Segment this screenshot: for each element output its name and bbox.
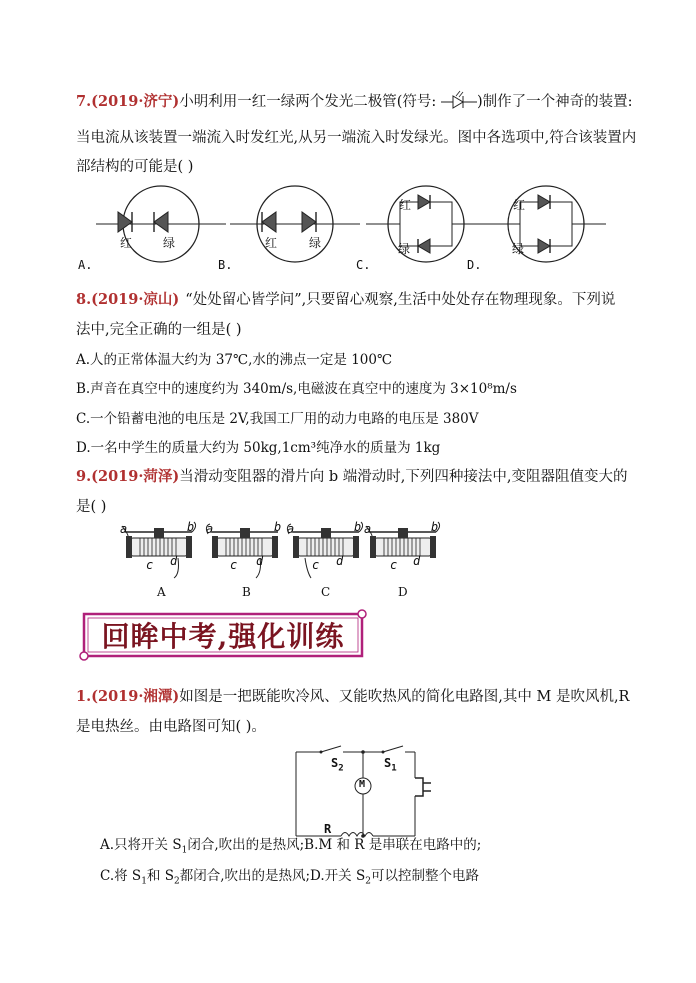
q8-line2: 法中,完全正确的一组是( ) xyxy=(76,322,242,338)
q7-diagram-b xyxy=(230,184,360,264)
q7-diagram-d xyxy=(486,184,606,264)
q1-text-a: 如图是一把既能吹冷风、又能吹热风的简化电路图,其中 M 是吹风机,R xyxy=(179,689,630,705)
q9-text-a: 当滑动变阻器的滑片向 b 端滑动时,下列四种接法中,变阻器阻值变大的 xyxy=(179,469,628,485)
rheostat-a-terminal-d: d xyxy=(170,554,178,568)
rheostat-label-a: A xyxy=(157,585,166,599)
q7-number: 7. xyxy=(76,93,92,110)
rheostat-c-terminal-c: c xyxy=(312,558,320,572)
rheostat-label-c: C xyxy=(321,585,331,599)
q7-option-d: D. xyxy=(467,258,482,272)
q7a-green-label: 绿 xyxy=(163,236,176,250)
q8-line1 xyxy=(76,290,615,310)
q8-option-d: D.一名中学生的质量大约为 50kg,1cm³纯净水的质量为 1kg xyxy=(76,440,441,456)
q8-option-b: B.声音在真空中的速度约为 340m/s,电磁波在真空中的速度为 3×10⁸m/s xyxy=(76,381,517,397)
rheostat-c-terminal-d: d xyxy=(336,554,344,568)
rheostat-label-b: B xyxy=(242,585,251,599)
section-banner xyxy=(80,610,366,660)
q7a-red-label: 红 xyxy=(120,236,133,250)
rheostat-b-terminal-a: a xyxy=(206,522,214,536)
q7-line1 xyxy=(76,92,632,112)
rheostat-b-terminal-c: c xyxy=(230,558,238,572)
q7d-red-label: 红 xyxy=(513,198,526,212)
q7-source: (2019·济宁) xyxy=(91,93,180,110)
q7-text-b: )制作了一个神奇的装置: xyxy=(476,94,633,110)
q1-option-line2: C.将 $S_1$和 $S_2$都闭合,吹出的是热风;D.开关 $S_2$可以控制整个电路 xyxy=(100,868,479,887)
q7-text-a: 小明利用一红一绿两个发光二极管(符号: xyxy=(179,94,437,110)
rheostat-a-terminal-b: b xyxy=(187,520,195,534)
rheostat-b-terminal-d: d xyxy=(256,554,264,568)
q1-line1 xyxy=(76,687,629,707)
hairdryer-circuit xyxy=(291,744,441,844)
q8-number: 8. xyxy=(76,291,92,308)
rheostat-a-terminal-c: c xyxy=(146,558,154,572)
q1-line2: 是电热丝。由电路图可知( )。 xyxy=(76,719,266,735)
q9-line1 xyxy=(76,467,628,487)
rheostat-c-terminal-a: a xyxy=(287,522,295,536)
q7-option-a: A. xyxy=(78,258,93,272)
q9-line2: 是( ) xyxy=(76,499,107,515)
q1-option-line1: A.只将开关 $S_1$闭合,吹出的是热风;B.M 和 R 是串联在电路中的; xyxy=(100,837,482,856)
q7-option-c: C. xyxy=(356,258,371,272)
q7b-green-label: 绿 xyxy=(309,236,322,250)
q7d-green-label: 绿 xyxy=(512,242,525,256)
rheostat-b-terminal-b: b xyxy=(274,520,282,534)
rheostat-d-terminal-d: d xyxy=(413,554,421,568)
q8-option-c: C.一个铅蓄电池的电压是 2V,我国工厂用的动力电路的电压是 380V xyxy=(76,411,479,427)
rheostat-d-terminal-a: a xyxy=(364,522,372,536)
q8-source: (2019·凉山) xyxy=(91,291,180,308)
q8-option-a: A.人的正常体温大约为 37℃,水的沸点一定是 100℃ xyxy=(76,352,393,368)
led-symbol-icon xyxy=(441,93,477,111)
q8-text-a: “处处留心皆学问”,只要留心观察,生活中处处存在物理现象。下列说 xyxy=(185,292,616,308)
resistor-label: R xyxy=(324,822,332,836)
q7-diagram-c xyxy=(366,184,486,264)
q7-line2: 当电流从该装置一端流入时发红光,从另一端流入时发绿光。图中各选项中,符合该装置内 xyxy=(76,130,637,146)
banner-title: 回眸中考,强化训练 xyxy=(101,620,345,653)
q1-source: (2019·湘潭) xyxy=(91,688,180,705)
switch-s1-label: $S_1$ xyxy=(384,756,397,774)
q7b-red-label: 红 xyxy=(265,236,278,250)
q9-source: (2019·菏泽) xyxy=(91,468,180,485)
rheostat-d-terminal-b: b xyxy=(431,520,439,534)
q7-line3: 部结构的可能是( ) xyxy=(76,159,194,175)
q7c-green-label: 绿 xyxy=(398,242,411,256)
switch-s2-label: $S_2$ xyxy=(331,756,344,774)
q1-number: 1. xyxy=(76,688,92,705)
rheostat-c-terminal-b: b xyxy=(354,520,362,534)
rheostat-a-terminal-a: a xyxy=(120,522,128,536)
q7c-red-label: 红 xyxy=(399,198,412,212)
q7-option-b: B. xyxy=(218,258,233,272)
q9-number: 9. xyxy=(76,468,92,485)
rheostat-d-terminal-c: c xyxy=(390,558,398,572)
q7-diagram-a xyxy=(96,184,226,264)
motor-label: M xyxy=(359,779,366,790)
rheostat-label-d: D xyxy=(398,585,408,599)
